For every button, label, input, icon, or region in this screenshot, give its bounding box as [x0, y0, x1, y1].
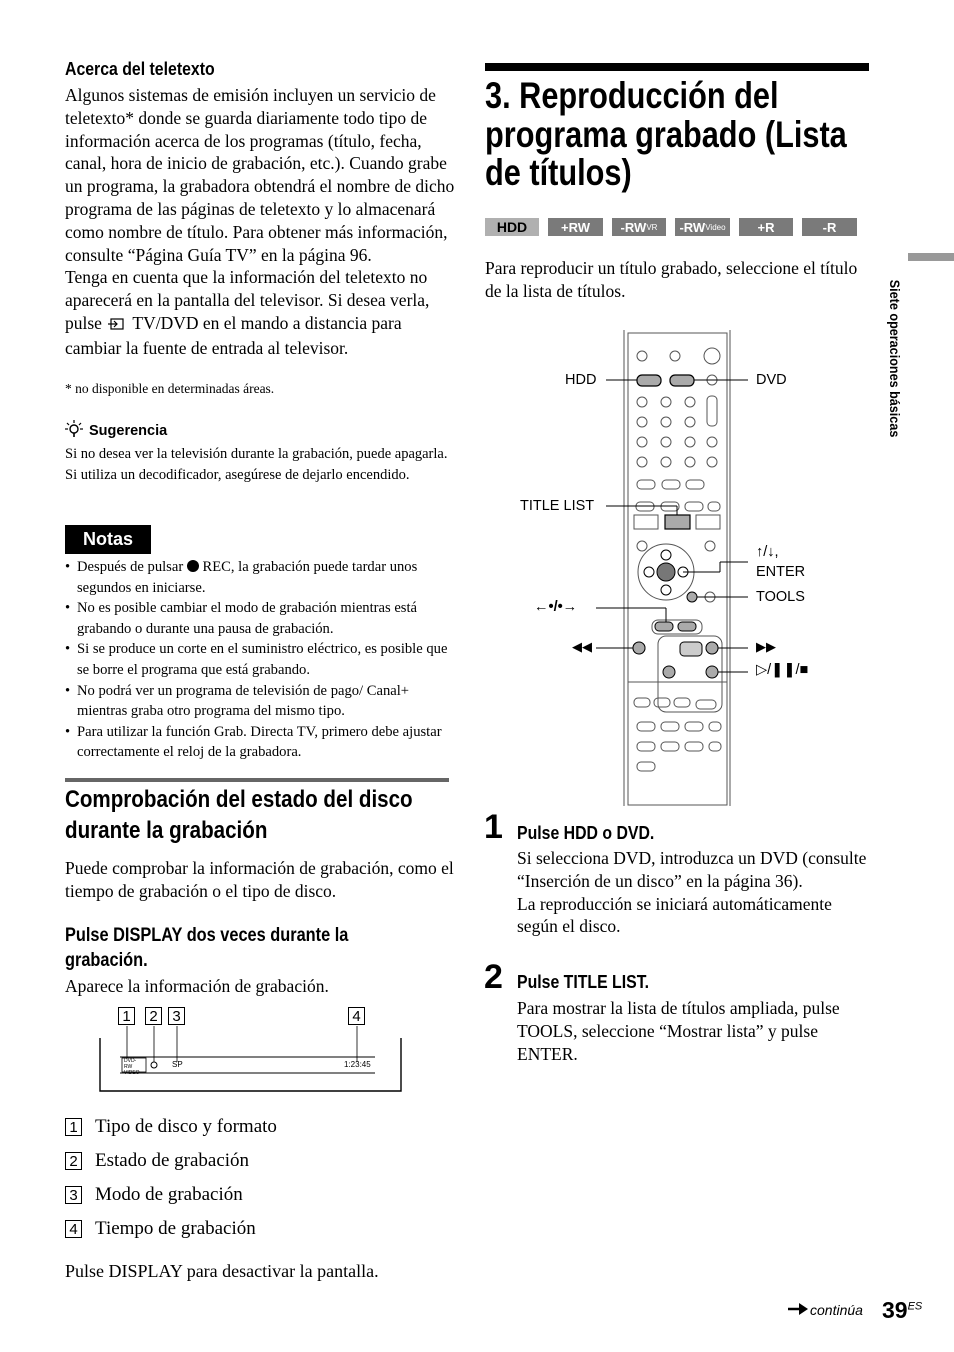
title-rule [485, 63, 869, 71]
input-select-icon [108, 314, 126, 337]
label-rewind-button: ◀◀ [572, 639, 592, 654]
teletext-paragraph-2: Tenga en cuenta que la información del teletexto no aparecerá en la pantalla del televisor. Si desea verla, pulse TV/DVD en el mando a distancia para cambiar la fuente de entrada al televisor. [65, 267, 430, 358]
legend-item: 2 Estado de grabación [65, 1144, 277, 1178]
callout-4: 4 [348, 1007, 365, 1025]
badge-minus-r: -R [802, 218, 857, 236]
step-2-number: 2 [484, 958, 503, 996]
label-instant-replay-advance: ←•/•→ [534, 599, 578, 615]
step-1-heading: Pulse HDD o DVD. [517, 823, 655, 843]
closing-text: Pulse DISPLAY para desactivar la pantalla. [65, 1261, 379, 1281]
badge-hdd: HDD [485, 218, 539, 236]
label-tools-button: TOOLS [756, 589, 805, 605]
list-item: • Si se produce un corte en el suministro eléctrico, es posible que se borre el programa que está grabando. [65, 639, 450, 680]
step-2-body: Para mostrar la lista de títulos ampliada, pulse TOOLS, seleccione “Mostrar lista” y pulse ENTER. [517, 998, 840, 1064]
step-2-heading: Pulse TITLE LIST. [517, 972, 650, 992]
osd-time: 1:23:45 [344, 1060, 371, 1069]
section-divider [65, 778, 449, 782]
osd-diagram [97, 1005, 407, 1095]
label-play-pause-stop: ▷/❚❚/■ [756, 662, 809, 678]
teletext-paragraph-1: Algunos sistemas de emisión incluyen un servicio de teletexto* donde se guarda diariamente todo tipo de información acerca de los programas (título, fecha, canal, hora de inicio de grabación, etc.). Cuando grabe un programa, la grabadora obtendrá el nombre de dicho programa de las páginas de teletexto y lo almacenará como nombre de título. Para obtener más información, consulte “Página Guía TV” en la página 96. [65, 85, 455, 265]
list-item: • Después de pulsar REC, la grabación puede tardar unos segundos en iniciarse. [65, 557, 450, 598]
notes-list [65, 557, 450, 763]
teletext-footnote: * no disponible en determinadas áreas. [65, 381, 275, 396]
step-1-body: Si selecciona DVD, introduzca un DVD (consulte “Inserción de un disco” en la página 36). La reproducción se iniciará automáticamente según el disco. [517, 848, 867, 937]
label-title-list-button: TITLE LIST [520, 498, 595, 514]
side-tab-marker [908, 253, 954, 261]
badge-minus-rw-vr: -RW VR [612, 218, 666, 236]
disc-type-badges [485, 218, 857, 236]
arrow-right-icon [788, 1302, 808, 1318]
callout-1: 1 [118, 1007, 135, 1025]
legend-item: 4 Tiempo de grabación [65, 1212, 277, 1246]
teletext-body [65, 84, 455, 360]
page-number: $39^{ES}$ [882, 1297, 923, 1323]
side-tab-label: Siete operaciones básicas [887, 279, 903, 438]
status-intro: Puede comprobar la información de grabación, como el tiempo de grabación o el tipo de disco. [65, 858, 454, 901]
step-1-number: 1 [484, 808, 503, 846]
display-step-heading: Pulse DISPLAY dos veces durante la grabación. [65, 925, 349, 971]
osd-legend [65, 1110, 277, 1246]
tip-title: Sugerencia [89, 423, 168, 439]
tip-box [65, 420, 450, 485]
status-section-title: Comprobación del estado del disco durante la grabación [65, 786, 413, 844]
legend-item: 3 Modo de grabación [65, 1178, 277, 1212]
teletext-heading: Acerca del teletexto [65, 59, 215, 79]
list-item: • No podrá ver un programa de televisión de pago/ Canal+ mientras graba otro programa del mismo tipo. [65, 681, 450, 722]
label-dvd-button: DVD [756, 372, 787, 388]
page-title: 3. Reproducción del programa grabado (Lista de títulos) [485, 75, 847, 193]
display-result: Aparece la información de grabación. [65, 976, 329, 996]
label-forward-button: ▶▶ [756, 639, 776, 654]
badge-minus-rw-video: -RW Video [675, 218, 730, 236]
legend-item: 1 Tipo de disco y formato [65, 1110, 277, 1144]
callout-2: 2 [145, 1007, 162, 1025]
record-icon [187, 560, 199, 572]
tip-text: Si no desea ver la televisión durante la grabación, puede apagarla. Si utiliza un decodificador, asegúrese de dejarlo encendido. [65, 446, 448, 483]
label-hdd-button: HDD [565, 372, 597, 388]
list-item: • Para utilizar la función Grab. Directa TV, primero debe ajustar correctamente el reloj de la grabadora. [65, 722, 450, 763]
osd-mode: SP [172, 1060, 183, 1069]
remote-control-diagram [520, 330, 820, 810]
callout-3: 3 [168, 1007, 185, 1025]
osd-disc-label: DVD-RW VIDEO [124, 1058, 140, 1076]
continues-indicator: continúa [788, 1302, 863, 1318]
lightbulb-icon [65, 420, 83, 442]
label-arrow-buttons: ↑/↓, [756, 544, 779, 560]
playback-intro: Para reproducir un título grabado, seleccione el título de la lista de títulos. [485, 258, 858, 301]
badge-plus-r: +R [739, 218, 793, 236]
notes-badge: Notas [65, 525, 151, 554]
badge-plus-rw: +RW [548, 218, 603, 236]
label-enter-button: ENTER [756, 564, 806, 580]
list-item: • No es posible cambiar el modo de grabación mientras está grabando o durante una pausa de grabación. [65, 598, 450, 639]
